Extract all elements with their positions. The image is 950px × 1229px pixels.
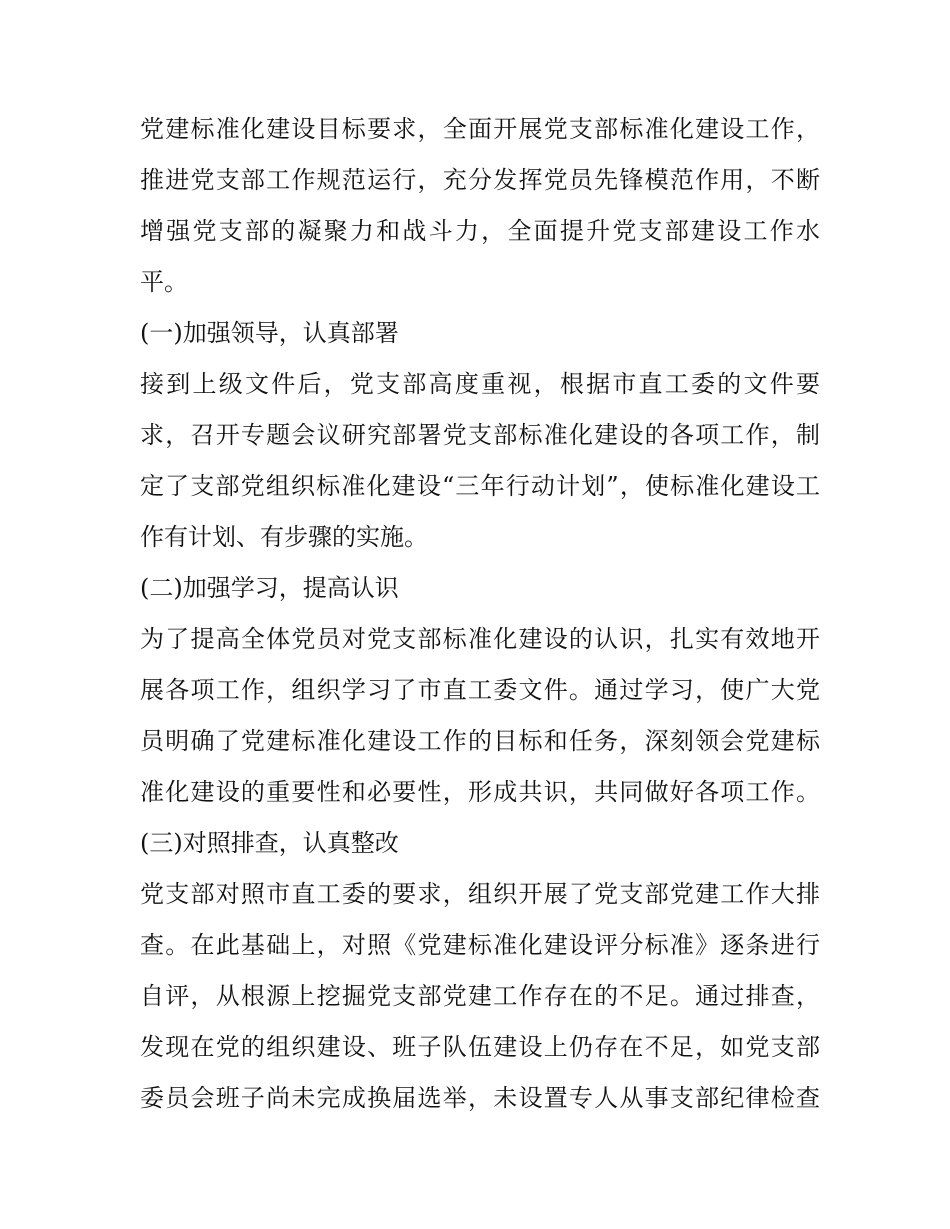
text-line: 增强党支部的凝聚力和战斗力，全面提升党支部建设工作水 bbox=[140, 217, 820, 245]
text-line: 作有计划、有步骤的实施。 bbox=[140, 523, 428, 551]
text-line: 展各项工作，组织学习了市直工委文件。通过学习，使广大党 bbox=[140, 676, 820, 704]
document-body bbox=[140, 104, 820, 1124]
text-line: 查。在此基础上，对照《党建标准化建设评分标准》逐条进行 bbox=[140, 931, 820, 959]
text-line: 党支部对照市直工委的要求，组织开展了党支部党建工作大排 bbox=[140, 880, 820, 908]
text-line: 为了提高全体党员对党支部标准化建设的认识，扎实有效地开 bbox=[140, 625, 820, 653]
text-line: 准化建设的重要性和必要性，形成共识，共同做好各项工作。 bbox=[140, 778, 820, 806]
section-heading-1: (一)加强领导，认真部署 bbox=[140, 319, 399, 347]
text-line: 委员会班子尚未完成换届选举，未设置专人从事支部纪律检查 bbox=[140, 1084, 820, 1112]
text-line: 接到上级文件后，党支部高度重视，根据市直工委的文件要 bbox=[140, 370, 820, 398]
text-line: 推进党支部工作规范运行，充分发挥党员先锋模范作用，不断 bbox=[140, 166, 820, 194]
text-line: 党建标准化建设目标要求，全面开展党支部标准化建设工作， bbox=[140, 115, 820, 143]
text-line: 平。 bbox=[140, 268, 188, 296]
section-heading-2: (二)加强学习，提高认识 bbox=[140, 574, 399, 602]
text-line: 员明确了党建标准化建设工作的目标和任务，深刻领会党建标 bbox=[140, 727, 820, 755]
section-heading-3: (三)对照排查，认真整改 bbox=[140, 829, 399, 857]
text-line: 发现在党的组织建设、班子队伍建设上仍存在不足，如党支部 bbox=[140, 1033, 820, 1061]
text-line: 自评，从根源上挖掘党支部党建工作存在的不足。通过排查， bbox=[140, 982, 820, 1010]
text-line: 求，召开专题会议研究部署党支部标准化建设的各项工作，制 bbox=[140, 421, 820, 449]
text-line: 定了支部党组织标准化建设“三年行动计划”，使标准化建设工 bbox=[140, 472, 820, 500]
